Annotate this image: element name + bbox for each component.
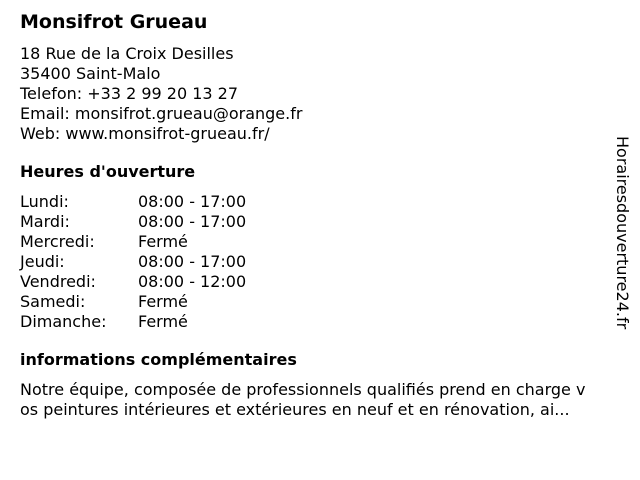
hours-row-lundi (20, 192, 620, 212)
email-line[interactable]: Email: monsifrot.grueau@orange.fr (20, 104, 303, 123)
day-time: Fermé (138, 312, 188, 331)
day-label: Samedi: (20, 292, 86, 311)
day-label: Dimanche: (20, 312, 107, 331)
hours-title: Heures d'ouverture (20, 162, 196, 181)
address-line1: 18 Rue de la Croix Desilles (20, 44, 234, 63)
contact-block (20, 44, 620, 144)
day-label: Jeudi: (20, 252, 65, 271)
info-title: informations complémentaires (20, 350, 297, 369)
day-time: Fermé (138, 292, 188, 311)
hours-row-jeudi (20, 252, 620, 272)
info-line1: Notre équipe, composée de professionnels qualifiés prend en charge v (20, 380, 586, 399)
opening-hours-table (20, 192, 620, 332)
hours-row-mardi (20, 212, 620, 232)
info-line2: os peintures intérieures et extérieures en neuf et en rénovation, ai... (20, 400, 570, 419)
day-time: Fermé (138, 232, 188, 251)
hours-row-dimanche (20, 312, 620, 332)
day-label: Vendredi: (20, 272, 96, 291)
address-line2: 35400 Saint-Malo (20, 64, 161, 83)
day-time: 08:00 - 12:00 (138, 272, 247, 291)
web-line[interactable]: Web: www.monsifrot-grueau.fr/ (20, 124, 270, 143)
day-time: 08:00 - 17:00 (138, 192, 247, 211)
day-label: Lundi: (20, 192, 69, 211)
brand-watermark: Horairesdouverture24.fr (613, 136, 632, 330)
info-description (20, 380, 635, 420)
hours-row-samedi (20, 292, 620, 312)
hours-row-mercredi (20, 232, 620, 252)
day-time: 08:00 - 17:00 (138, 212, 247, 231)
day-label: Mardi: (20, 212, 70, 231)
day-label: Mercredi: (20, 232, 95, 251)
phone-line[interactable]: Telefon: +33 2 99 20 13 27 (20, 84, 239, 103)
day-time: 08:00 - 17:00 (138, 252, 247, 271)
business-content (20, 10, 620, 420)
hours-row-vendredi (20, 272, 620, 292)
business-name: Monsifrot Grueau (20, 11, 208, 33)
